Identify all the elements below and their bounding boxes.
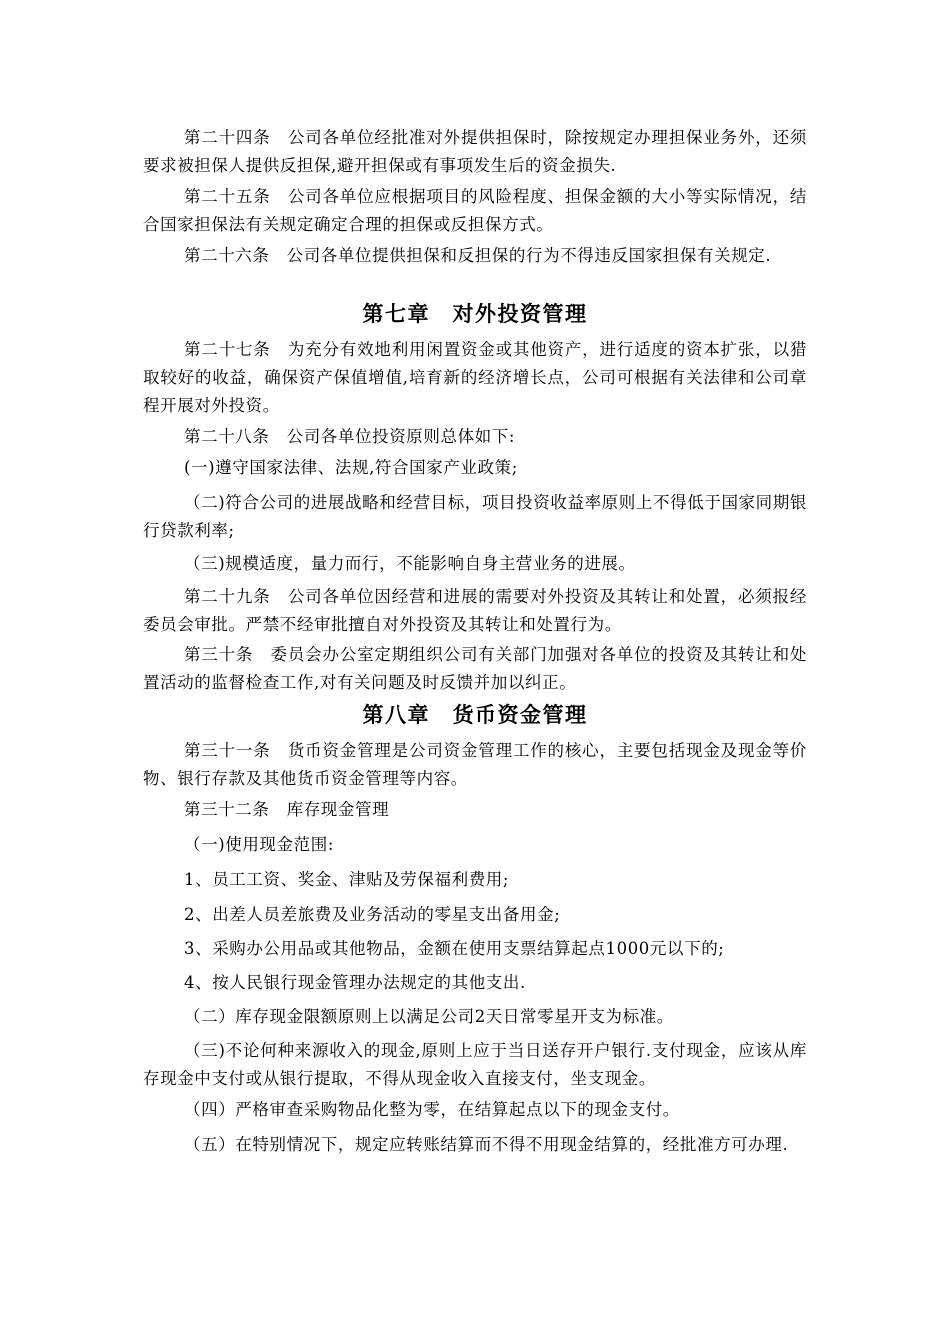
article-32: 第三十二条 库存现金管理	[184, 800, 390, 819]
article-26: 第二十六条 公司各单位提供担保和反担保的行为不得违反国家担保有关规定.	[184, 246, 772, 265]
article-24: 第二十四条 公司各单位经批准对外提供担保时，除按规定办理担保业务外，还须要求被担保人提供反担保,避开担保或有事项发生后的资金损失.	[143, 128, 807, 175]
article-32-item-1-4: 4、按人民银行现金管理办法规定的其他支出.	[184, 973, 526, 992]
article-32-item-4: （四）严格审查采购物品化整为零，在结算起点以下的现金支付。	[184, 1100, 680, 1119]
article-30: 第三十条 委员会办公室定期组织公司有关部门加强对各单位的投资及其转让和处置活动的监督检查工作,对有关问题及时反馈并加以纠正。	[143, 645, 807, 692]
article-32-item-5: （五）在特别情况下，规定应转账结算而不得不用现金结算的，经批准方可办理.	[184, 1135, 789, 1154]
chapter-7-title: 第七章 对外投资管理	[362, 302, 588, 326]
article-32-item-1-3: 3、采购办公用品或其他物品，金额在使用支票结算起点1000元以下的;	[184, 939, 725, 958]
article-27: 第二十七条 为充分有效地利用闲置资金或其他资产，进行适度的资本扩张，以猎取较好的收益，确保资产保值增值,培育新的经济增长点，公司可根据有关法律和公司章程开展对外投资。	[143, 340, 807, 415]
article-25: 第二十五条 公司各单位应根据项目的风险程度、担保金额的大小等实际情况，结合国家担保法有关规定确定合理的担保或反担保方式。	[143, 187, 807, 234]
article-28: 第二十八条 公司各单位投资原则总体如下:	[184, 427, 516, 446]
article-28-item-1: (一)遵守国家法律、法规,符合国家产业政策;	[184, 458, 518, 477]
chapter-8-title: 第八章 货币资金管理	[362, 703, 588, 727]
article-28-item-3: （三)规模适度，量力而行，不能影响自身主营业务的进展。	[184, 554, 636, 573]
article-32-item-1-2: 2、出差人员差旅费及业务活动的零星支出备用金;	[184, 905, 561, 924]
article-28-item-2: （二)符合公司的进展战略和经营目标，项目投资收益率原则上不得低于国家同期银行贷款利率;	[143, 493, 807, 540]
article-32-item-1: （一)使用现金范围:	[184, 835, 334, 854]
article-32-item-2: （二）库存现金限额原则上以满足公司2天日常零星开支为标准。	[184, 1007, 674, 1026]
article-32-item-1-1: 1、员工工资、奖金、津贴及劳保福利费用;	[184, 870, 510, 889]
article-29: 第二十九条 公司各单位因经营和进展的需要对外投资及其转让和处置，必须报经委员会审批。严禁不经审批擅自对外投资及其转让和处置行为。	[143, 587, 807, 634]
article-31: 第三十一条 货币资金管理是公司资金管理工作的核心，主要包括现金及现金等价物、银行存款及其他货币资金管理等内容。	[143, 741, 807, 788]
article-32-item-3: （三)不论何种来源收入的现金,原则上应于当日送存开户银行.支付现金，应该从库存现金中支付或从银行提取，不得从现金收入直接支付，坐支现金。	[143, 1041, 807, 1088]
